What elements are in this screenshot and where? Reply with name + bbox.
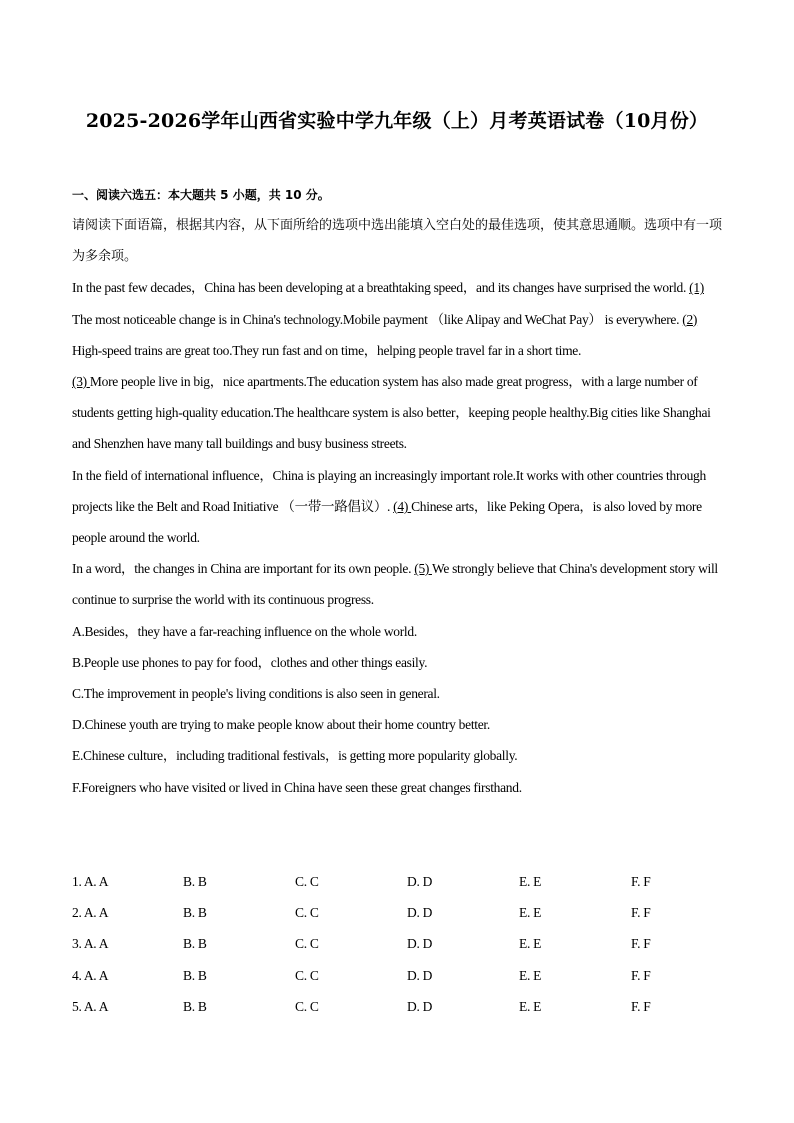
answer-choice-e[interactable]: E. E [519, 905, 542, 921]
paragraph-3 [72, 366, 724, 460]
passage-body [72, 210, 724, 803]
section-heading: 一、阅读六选五：本大题共 5 小题，共 10 分。 [72, 188, 330, 202]
answer-choice-c[interactable]: C. C [295, 874, 319, 889]
paragraph-5 [72, 553, 724, 615]
answer-choice-c[interactable]: C. C [295, 967, 319, 983]
answer-choice-c[interactable]: C. C [295, 998, 319, 1014]
answer-choice-e[interactable]: E. E [519, 874, 542, 889]
option-c: C.The improvement in people's living conditions is also seen in general. [72, 686, 440, 702]
answer-choice-b[interactable]: B. B [183, 936, 207, 952]
paragraph-4 [72, 460, 724, 554]
page-title: 2025-2026学年山西省实验中学九年级（上）月考英语试卷（10月份） [85, 110, 709, 132]
answer-number[interactable]: 2. A. A [72, 905, 109, 921]
answer-number[interactable]: 1. A. A [72, 874, 109, 889]
blank-5: (5) [414, 561, 432, 577]
answer-choice-d[interactable]: D. D [407, 998, 433, 1014]
paragraph-5-text-b: We strongly believe that China's development story will continue to surprise the world with its continuous progress. [72, 561, 718, 608]
paragraph-2-text-b: High-speed trains are great too.They run fast and on time，helping people travel far in a short time. [72, 342, 582, 358]
answer-number[interactable]: 5. A. A [72, 998, 109, 1014]
blank-3: (3) [72, 374, 90, 390]
answer-row [72, 866, 724, 897]
answer-choice-c[interactable]: C. C [295, 905, 319, 921]
answer-number[interactable]: 3. A. A [72, 936, 109, 952]
option-e: E.Chinese culture，including traditional festivals，is getting more popularity globally. [72, 748, 518, 764]
answer-choice-b[interactable]: B. B [183, 967, 207, 983]
paragraph-1 [72, 272, 724, 303]
option-d: D.Chinese youth are trying to make people know about their home country better. [72, 717, 490, 733]
answer-choice-f[interactable]: F. F [631, 967, 651, 983]
paragraph-4-text-b: Chinese arts，like Peking Opera，is also loved by more people around the world. [72, 498, 702, 546]
blank-1: (1) [689, 280, 704, 296]
answer-choice-c[interactable]: C. C [295, 936, 319, 952]
answer-choice-d[interactable]: D. D [407, 905, 433, 921]
option-b: B.People use phones to pay for food，clothes and other things easily. [72, 654, 428, 670]
answer-grid [72, 866, 724, 1022]
paragraph-2-text-a: The most noticeable change is in China's technology.Mobile payment （like Alipay and WeChat Pay） is everywhere. [72, 311, 683, 327]
answer-choice-b[interactable]: B. B [183, 998, 207, 1014]
paragraph-5-text-a: In a word，the changes in China are important for its own people. [72, 561, 415, 577]
option-a: A.Besides，they have a far-reaching influence on the whole world. [72, 623, 417, 639]
instructions: 请阅读下面语篇，根据其内容，从下面所给的选项中选出能填入空白处的最佳选项，使其意思通顺。选项中有一项为多余项。 [72, 218, 723, 265]
answer-choice-e[interactable]: E. E [519, 967, 542, 983]
option-f: F.Foreigners who have visited or lived in China have seen these great changes firsthand. [72, 779, 522, 795]
answer-choice-f[interactable]: F. F [631, 998, 651, 1014]
answer-row [72, 960, 724, 991]
answer-choice-b[interactable]: B. B [183, 905, 207, 921]
answer-choice-e[interactable]: E. E [519, 936, 542, 952]
answer-choice-f[interactable]: F. F [631, 936, 651, 952]
answer-choice-d[interactable]: D. D [407, 967, 433, 983]
answer-choice-f[interactable]: F. F [631, 905, 651, 921]
blank-2: (2) [682, 311, 698, 327]
answer-row [72, 897, 724, 928]
answer-choice-d[interactable]: D. D [407, 874, 433, 889]
answer-choice-f[interactable]: F. F [631, 874, 651, 889]
answer-row [72, 991, 724, 1022]
blank-4: (4) [393, 498, 412, 514]
answer-choice-e[interactable]: E. E [519, 998, 542, 1014]
paragraph-4-text-a: In the field of international influence，China is playing an increasingly important role.It works with other countries through projects like the Belt and Road Initiative （一带一路倡议）. [72, 467, 706, 514]
answer-number[interactable]: 4. A. A [72, 967, 109, 983]
answer-row [72, 928, 724, 959]
answer-choice-d[interactable]: D. D [407, 936, 433, 952]
paragraph-2 [72, 304, 724, 366]
answer-choice-b[interactable]: B. B [183, 874, 207, 889]
paragraph-3-text: More people live in big，nice apartments.The education system has also made great progress，with a large number of students getting high-quality education.The healthcare system is also better，keeping people healthy.Big cities like Shanghai and Shenzhen have many tall buildings and busy business streets. [72, 374, 711, 452]
paragraph-1-text: In the past few decades，China has been developing at a breathtaking speed，and its changes have surprised the world. [72, 280, 690, 296]
